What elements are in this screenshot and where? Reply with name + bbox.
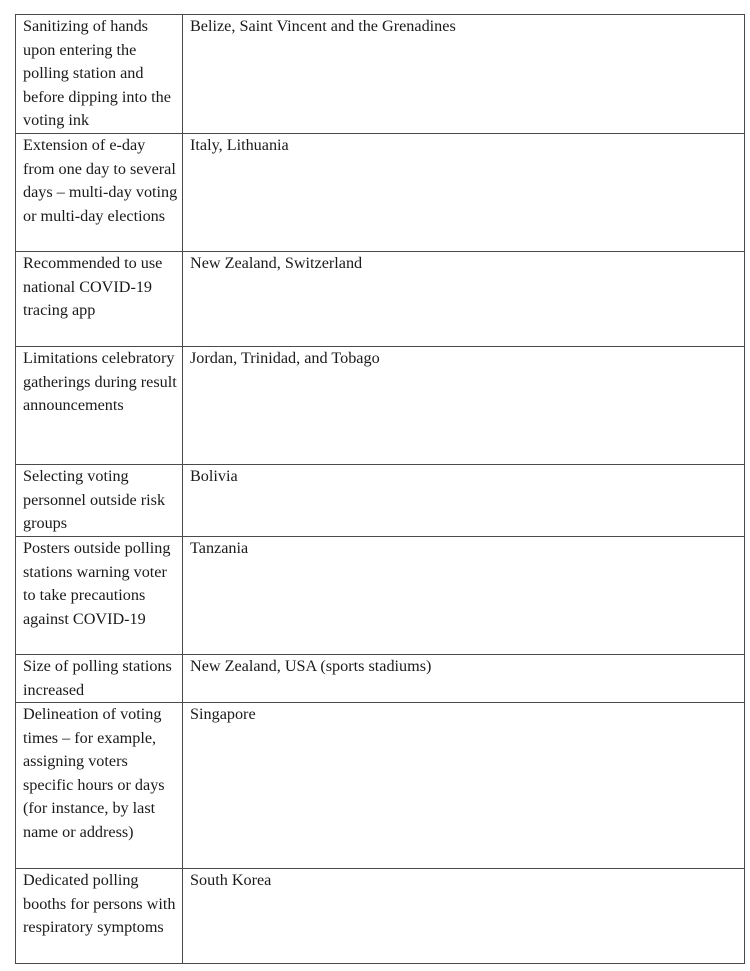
- countries-cell: New Zealand, USA (sports stadiums): [183, 655, 745, 703]
- table-row: [16, 655, 745, 703]
- measure-cell: Limitations celebratory gatherings during result announcements: [16, 347, 183, 465]
- measure-cell: Delineation of voting times – for example, assigning voters specific hours or days (for instance, by last name or address): [16, 703, 183, 869]
- countries-cell: New Zealand, Switzerland: [183, 252, 745, 347]
- measure-cell: Selecting voting personnel outside risk groups: [16, 465, 183, 537]
- countries-cell: South Korea: [183, 869, 745, 964]
- table-row: [16, 465, 745, 537]
- measure-cell: Extension of e-day from one day to several days – multi-day voting or multi-day elections: [16, 134, 183, 252]
- table-row: [16, 869, 745, 964]
- countries-cell: Singapore: [183, 703, 745, 869]
- measure-cell: Posters outside polling stations warning voter to take precautions against COVID-19: [16, 537, 183, 655]
- measures-table: [15, 14, 745, 964]
- measure-cell: Recommended to use national COVID-19 tracing app: [16, 252, 183, 347]
- countries-cell: Italy, Lithuania: [183, 134, 745, 252]
- table-row: [16, 537, 745, 655]
- countries-cell: Tanzania: [183, 537, 745, 655]
- countries-cell: Jordan, Trinidad, and Tobago: [183, 347, 745, 465]
- countries-cell: Bolivia: [183, 465, 745, 537]
- measure-cell: Dedicated polling booths for persons with respiratory symptoms: [16, 869, 183, 964]
- table-row: [16, 347, 745, 465]
- table-row: [16, 703, 745, 869]
- countries-cell: Belize, Saint Vincent and the Grenadines: [183, 15, 745, 134]
- measure-cell: Size of polling stations increased: [16, 655, 183, 703]
- table-row: [16, 134, 745, 252]
- table-row: [16, 252, 745, 347]
- measure-cell: Sanitizing of hands upon entering the polling station and before dipping into the voting ink: [16, 15, 183, 134]
- table-row: [16, 15, 745, 134]
